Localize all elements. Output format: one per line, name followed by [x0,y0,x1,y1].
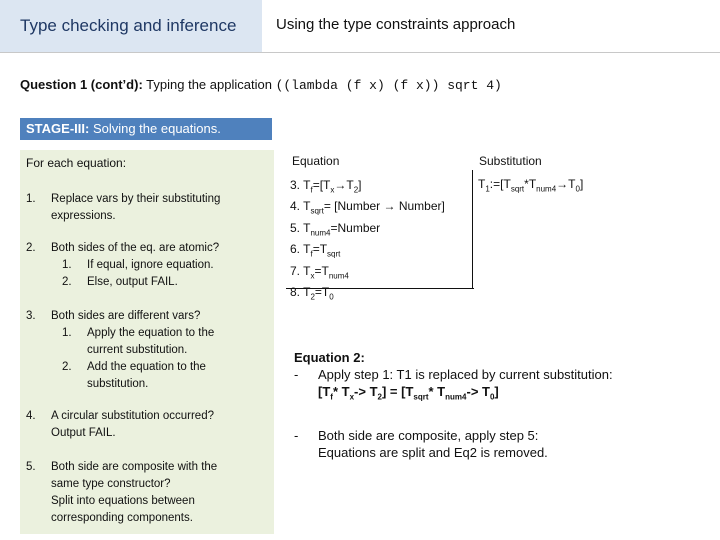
step-body [51,308,246,393]
stage-label: STAGE-III: [26,121,90,136]
step-number: 3. [26,310,36,322]
equation-item: 4. $T_{sqrt}=$ [Number → Number] [290,199,445,216]
question-code: ((lambda (f x) (f x)) sqrt 4) [275,78,502,93]
step-body [51,459,246,527]
table-vertical-rule [472,170,473,288]
step-text: Replace vars by their substituting expressions. [51,193,221,222]
question-text: Typing the application [146,77,272,92]
equation-item: 3. $T_f=[T_x\to T_2]$ [290,178,362,195]
equation-2-explanation [294,349,613,406]
step-text: Both sides of the eq. are atomic? [51,242,220,254]
equation-2-step-5 [294,427,580,461]
equation-item: 7. $T_x=T_{num4}$ [290,263,349,280]
equation-column-header: Equation [292,154,340,168]
step-body [51,240,246,291]
equation-2-title: Equation 2: [294,350,365,365]
sub-step: 1. Apply the equation to the current substitution. [62,327,215,356]
stage-banner [20,118,272,140]
step-number: 2. [26,242,36,254]
slide-subtitle: Using the type constraints approach [276,16,516,33]
sub-step: 2. Else, output FAIL. [62,276,178,288]
equation-item: 5. $T_{num4}=Number$ [290,220,381,238]
substitution-value: $T_1:=[T_{sqrt}*T_{num4}\to T_0]$ [478,177,584,194]
question-lead: Question 1 (cont’d): [20,77,143,92]
equation-item: 8. $T_2=T_0$ [290,284,334,302]
sub-step: 2. Add the equation to the substitution. [62,361,206,390]
sub-step: 1. If equal, ignore equation. [62,259,214,271]
question-line [20,77,502,93]
equation-list [290,177,445,305]
step-extra: Split into equations between corresponding components. [51,495,195,524]
bullet-step-1: - Apply step 1: T1 is replaced by current substitution: [$T_f*$ $T_x-> T_2] = [T_{sqrt}*$ $T_{num4}-> T_0$] [294,366,613,406]
step-number: 1. [26,193,36,205]
stage-text: Solving the equations. [92,121,221,136]
equation-item: 6. $T_f=T_{sqrt}$ [290,242,341,259]
step-text: Both side are composite with the same type constructor? [51,461,218,490]
bullet-step-5: - Both side are composite, apply step 5: Equations are split and Eq2 is removed. [294,428,548,460]
step-number: 4. [26,410,36,422]
slide-title: Type checking and inference [0,0,262,52]
step-text: Both sides are different vars? [51,310,201,322]
step-text: A circular substitution occurred? Output FAIL. [51,410,214,439]
step-number: 5. [26,461,36,473]
replaced-formula: [$T_f*$ $T_x-> T_2] = [T_{sqrt}*$ $T_{num4}-> T_0$] [318,384,499,402]
header-divider [0,52,720,53]
panel-title: For each equation: [26,156,127,170]
substitution-column-header: Substitution [479,154,542,168]
